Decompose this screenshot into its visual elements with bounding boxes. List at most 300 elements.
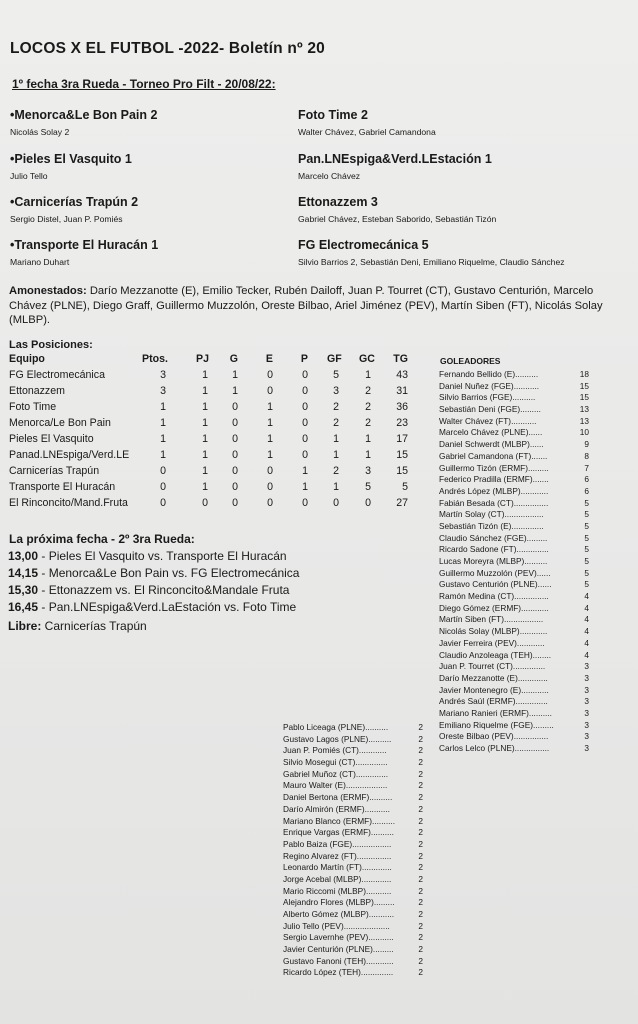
scorer-goals: 2 (418, 722, 423, 732)
scorer-goals: 5 (584, 567, 589, 578)
scorer-row (439, 743, 589, 755)
scorer-row (439, 451, 589, 463)
bye-label: Libre: (8, 619, 42, 633)
standings-cell: 3 (160, 385, 166, 397)
scorer-goals: 2 (418, 897, 423, 908)
scorer-row (439, 661, 589, 673)
scorer-row (283, 886, 423, 898)
standings-cell: 1 (267, 401, 273, 413)
fixture-time: 16,45 (8, 600, 39, 614)
scorer-goals: 13 (579, 404, 589, 415)
scorer-name: Sebastián Deni (FGE)......... (439, 404, 541, 415)
standings-column-header: GC (359, 353, 375, 365)
scorer-name: Daniel Schwerdt (MLBP)...... (439, 439, 544, 450)
next-round-title: La próxima fecha - 2º 3ra Rueda: (9, 532, 195, 546)
scorer-name: Diego Gómez (ERMF)............ (439, 602, 549, 613)
standings-cell: 1 (202, 465, 208, 477)
scorer-row (439, 381, 589, 393)
standings-column-header: Ptos. (142, 353, 168, 365)
fixture-time: 15,30 (8, 583, 39, 597)
standings-cell: 0 (302, 417, 308, 429)
scorer-row (283, 944, 423, 956)
scorer-goals: 4 (584, 591, 589, 602)
result-block (298, 238, 628, 268)
scorer-row (283, 722, 423, 734)
scorer-name: Javier Ferreira (PEV)............ (439, 637, 545, 648)
standings-cell: 0 (302, 497, 308, 509)
standings-column-header: P (300, 353, 308, 365)
scorer-goals: 3 (584, 731, 589, 742)
standings-team: Ettonazzem (9, 385, 65, 397)
scorer-goals: 4 (584, 602, 589, 613)
standings-cell: 1 (202, 449, 208, 461)
standings-cell: 15 (396, 465, 408, 477)
result-scorers: Mariano Duhart (10, 257, 70, 267)
result-team: •Menorca&Le Bon Pain 2 (10, 108, 158, 122)
scorer-name: Daniel Bertona (ERMF).......... (283, 792, 393, 803)
scorer-name: Leonardo Martín (FT)............. (283, 862, 392, 873)
scorer-goals: 2 (418, 745, 423, 756)
scorer-row (283, 874, 423, 886)
result-team: Pan.LNEspiga&Verd.LEstación 1 (298, 152, 492, 166)
standings-cell: 3 (160, 369, 166, 381)
fixture-row (8, 549, 299, 566)
standings-cell: 0 (333, 497, 339, 509)
scorer-name: Enrique Vargas (ERMF).......... (283, 827, 394, 838)
scorer-goals: 2 (418, 873, 423, 884)
yellow-cards-text: Darío Mezzanotte (E), Emilio Tecker, Rubén Dailoff, Juan P. Tourret (CT), Gustavo Centurión, Marcelo Chávez (PLNE), Diego Graff, Guillermo Muzzolón, Oreste Bilbao, Ariel Jiménez (PEV), Martín Siben (FT), Nicolás Solay (MLBP). (9, 285, 603, 326)
fixture-time: 14,15 (8, 566, 39, 580)
scorer-row (283, 909, 423, 921)
scorer-goals: 3 (584, 719, 589, 730)
standings-cell: 1 (202, 417, 208, 429)
standings-column-header: E (265, 353, 273, 365)
scorer-row (439, 696, 589, 708)
standings-team: El Rinconcito/Mand.Fruta (9, 497, 128, 509)
scorer-name: Marcelo Chávez (PLNE)...... (439, 427, 543, 438)
standings-cell: 0 (302, 449, 308, 461)
standings-cell: 43 (396, 369, 408, 381)
scorer-row (283, 956, 423, 968)
next-round-fixtures (8, 549, 299, 617)
standings-cell: 2 (365, 417, 371, 429)
scorer-goals: 5 (584, 544, 589, 555)
scorer-row (439, 439, 589, 451)
scorer-goals: 2 (418, 803, 423, 814)
standings-cell: 1 (160, 449, 166, 461)
scorer-goals: 2 (418, 780, 423, 791)
fixture-match: - Pieles El Vasquito vs. Transporte El Huracán (38, 549, 287, 563)
scorer-row (283, 851, 423, 863)
scorer-row (439, 568, 589, 580)
fixture-row (8, 583, 299, 600)
scorer-row (283, 897, 423, 909)
standings-cell: 1 (202, 385, 208, 397)
result-team: •Transporte El Huracán 1 (10, 238, 159, 252)
yellow-cards-paragraph (9, 284, 629, 328)
scorer-name: Nicolás Solay (MLBP)............ (439, 626, 548, 637)
result-block (298, 108, 628, 138)
scorer-name: Federico Pradilla (ERMF)....... (439, 474, 549, 485)
scorer-name: Silvio Barrios (FGE).......... (439, 392, 536, 403)
standings-cell: 36 (396, 401, 408, 413)
scorer-name: Regino Alvarez (FT)............... (283, 850, 392, 861)
scorer-name: Claudio Anzoleaga (TEH)........ (439, 649, 552, 660)
scorer-name: Martín Siben (FT)................. (439, 614, 544, 625)
scorer-name: Gustavo Fanoni (TEH)............ (283, 955, 394, 966)
scorer-name: Daniel Nuñez (FGE)........... (439, 380, 540, 391)
standings-team: Menorca/Le Bon Pain (9, 417, 111, 429)
standings-cell: 0 (267, 481, 273, 493)
standings-cell: 15 (396, 449, 408, 461)
scorer-goals: 3 (584, 696, 589, 707)
standings-column-header: Equipo (9, 353, 45, 365)
standings-cell: 5 (402, 481, 408, 493)
scorer-name: Andrés Saúl (ERMF).............. (439, 696, 548, 707)
standings-cell: 0 (267, 385, 273, 397)
scorer-row (439, 463, 589, 475)
scorer-row (439, 369, 589, 381)
standings-cell: 0 (232, 417, 238, 429)
scorer-goals: 13 (579, 415, 589, 426)
result-block (10, 195, 340, 225)
scorers-list-continued (283, 722, 423, 979)
scorer-name: Mario Riccomi (MLBP)........... (283, 885, 392, 896)
result-block (10, 238, 340, 268)
scorer-goals: 15 (579, 380, 589, 391)
scorer-goals: 18 (579, 369, 589, 379)
scorer-row (283, 804, 423, 816)
result-scorers: Silvio Barrios 2, Sebastián Deni, Emiliano Riquelme, Claudio Sánchez (298, 257, 565, 267)
standings-cell: 1 (333, 481, 339, 493)
standings-cell: 1 (302, 481, 308, 493)
standings-cell: 1 (365, 433, 371, 445)
scorer-goals: 2 (418, 862, 423, 873)
standings-cell: 2 (365, 401, 371, 413)
standings-cell: 0 (232, 433, 238, 445)
scorer-goals: 5 (584, 520, 589, 531)
scorer-row (439, 638, 589, 650)
scorer-row (283, 769, 423, 781)
standings-cell: 0 (267, 497, 273, 509)
scorer-name: Fernando Bellido (E).......... (439, 369, 539, 379)
standings-cell: 1 (365, 369, 371, 381)
scorer-goals: 2 (418, 967, 423, 978)
scorer-name: Fabián Besada (CT)............... (439, 497, 549, 508)
scorer-row (283, 780, 423, 792)
standings-cell: 5 (333, 369, 339, 381)
standings-team: Pieles El Vasquito (9, 433, 94, 445)
scorer-row (283, 816, 423, 828)
scorer-goals: 4 (584, 614, 589, 625)
scorer-name: Darío Mezzanotte (E)............. (439, 672, 548, 683)
standings-cell: 17 (396, 433, 408, 445)
standings-cell: 1 (232, 385, 238, 397)
scorer-row (283, 757, 423, 769)
scorer-goals: 5 (584, 497, 589, 508)
scorer-goals: 15 (579, 392, 589, 403)
scorer-row (439, 731, 589, 743)
standings-cell: 0 (160, 481, 166, 493)
scorer-row (439, 673, 589, 685)
result-scorers: Nicolás Solay 2 (10, 127, 70, 137)
standings-cell: 0 (302, 433, 308, 445)
standings-cell: 3 (365, 465, 371, 477)
scorer-row (283, 862, 423, 874)
standings-cell: 1 (160, 401, 166, 413)
standings-cell: 23 (396, 417, 408, 429)
scorer-name: Lucas Moreyra (MLBP).......... (439, 556, 548, 566)
scorer-name: Alberto Gómez (MLBP)........... (283, 909, 395, 919)
standings-title: Las Posiciones: (9, 339, 93, 351)
standings-cell: 2 (333, 401, 339, 413)
scorer-name: Gabriel Muñoz (CT).............. (283, 768, 389, 779)
result-team: •Pieles El Vasquito 1 (10, 152, 132, 166)
standings-cell: 2 (333, 417, 339, 429)
standings-cell: 31 (396, 385, 408, 397)
scorer-goals: 3 (584, 672, 589, 683)
scorer-goals: 2 (418, 792, 423, 803)
scorer-name: Jorge Acebal (MLBP)............. (283, 873, 392, 884)
scorer-name: Javier Centurión (PLNE)......... (283, 944, 394, 955)
scorer-goals: 4 (584, 637, 589, 648)
scorer-row (283, 839, 423, 851)
scorer-name: Mauro Walter (E).................. (283, 780, 388, 791)
scorer-name: Julio Tello (PEV).................... (283, 920, 390, 931)
fixture-match: - Menorca&Le Bon Pain vs. FG Electromecánica (38, 566, 300, 580)
standings-cell: 0 (302, 401, 308, 413)
scorer-row (439, 486, 589, 498)
scorer-name: Carlos Lelco (PLNE)............... (439, 743, 550, 753)
scorer-goals: 2 (418, 909, 423, 919)
scorer-row (439, 404, 589, 416)
scorer-name: Juan P. Tourret (CT).............. (439, 661, 546, 672)
scorer-goals: 2 (418, 733, 423, 744)
scorers-list (439, 369, 589, 755)
bulletin-title: LOCOS X EL FUTBOL -2022- Boletín nº 20 (10, 40, 325, 57)
standings-cell: 0 (302, 385, 308, 397)
scorer-row (439, 708, 589, 720)
result-block (10, 108, 340, 138)
standings-team: FG Electromecánica (9, 369, 105, 381)
scorer-name: Gustavo Centurión (PLNE)...... (439, 579, 552, 590)
scorer-row (439, 521, 589, 533)
scorer-row (283, 827, 423, 839)
standings-cell: 0 (302, 369, 308, 381)
scorer-name: Javier Montenegro (E)............ (439, 684, 549, 695)
standings-team: Carnicerías Trapún (9, 465, 100, 477)
scorer-row (439, 392, 589, 404)
standings-cell: 0 (267, 465, 273, 477)
scorer-name: Oreste Bilbao (PEV)............... (439, 731, 549, 742)
scorer-row (283, 745, 423, 757)
scorer-name: Ramón Medina (CT)............... (439, 591, 549, 602)
result-block (298, 152, 628, 182)
scorer-name: Sebastián Tizón (E).............. (439, 520, 544, 531)
standings-column-header: GF (327, 353, 342, 365)
standings-cell: 0 (232, 497, 238, 509)
scorer-row (283, 734, 423, 746)
standings-cell: 1 (202, 433, 208, 445)
standings-team: Foto Time (9, 401, 57, 413)
result-scorers: Marcelo Chávez (298, 171, 361, 181)
scorer-goals: 2 (418, 757, 423, 768)
standings-cell: 1 (202, 369, 208, 381)
scorer-row (439, 685, 589, 697)
scorer-name: Martín Solay (CT)................. (439, 509, 544, 520)
result-scorers: Walter Chávez, Gabriel Camandona (298, 127, 436, 137)
standings-cell: 1 (267, 449, 273, 461)
standings-team: Panad.LNEspiga/Verd.LE (9, 449, 130, 461)
scorer-row (439, 427, 589, 439)
standings-cell: 1 (365, 449, 371, 461)
scorer-goals: 6 (584, 474, 589, 485)
standings-cell: 0 (365, 497, 371, 509)
scorer-row (439, 498, 589, 510)
scorer-row (439, 603, 589, 615)
result-team: •Carnicerías Trapún 2 (10, 195, 139, 209)
standings-cell: 2 (333, 465, 339, 477)
result-scorers: Julio Tello (10, 171, 48, 181)
standings-cell: 0 (232, 449, 238, 461)
scorer-goals: 2 (418, 850, 423, 861)
round-subtitle: 1º fecha 3ra Rueda - Torneo Pro Filt - 20/08/22: (12, 77, 276, 91)
standings-column-header: TG (393, 353, 408, 365)
scorer-name: Claudio Sánchez (FGE)......... (439, 532, 548, 543)
scorer-goals: 7 (584, 462, 589, 473)
standings-cell: 1 (202, 481, 208, 493)
standings-column-header: PJ (196, 353, 209, 365)
scorer-name: Emiliano Riquelme (FGE)......... (439, 719, 554, 730)
scorer-name: Alejandro Flores (MLBP)......... (283, 897, 395, 908)
scorer-name: Mariano Ranieri (ERMF).......... (439, 707, 552, 718)
scorer-row (439, 556, 589, 568)
standings-cell: 1 (333, 433, 339, 445)
scorer-goals: 5 (584, 532, 589, 543)
bye-team-line (8, 619, 147, 633)
scorer-row (439, 579, 589, 591)
scorer-row (283, 932, 423, 944)
standings-cell: 1 (267, 417, 273, 429)
fixture-row (8, 566, 299, 583)
scorer-name: Pablo Baiza (FGE)................. (283, 838, 392, 849)
result-scorers: Gabriel Chávez, Esteban Saborido, Sebastián Tizón (298, 214, 497, 224)
standings-cell: 27 (396, 497, 408, 509)
scorer-goals: 5 (584, 509, 589, 520)
standings-cell: 5 (365, 481, 371, 493)
scorer-goals: 2 (418, 920, 423, 931)
scorer-name: Silvio Mosegui (CT).............. (283, 757, 388, 768)
scorer-name: Ricardo Sadone (FT).............. (439, 544, 549, 555)
scorer-name: Ricardo López (TEH).............. (283, 967, 394, 978)
scorer-goals: 2 (418, 838, 423, 849)
result-scorers: Sergio Distel, Juan P. Pomiés (10, 214, 123, 224)
scorer-goals: 5 (584, 556, 589, 566)
standings-cell: 1 (160, 417, 166, 429)
scorer-goals: 2 (418, 944, 423, 955)
scorer-goals: 2 (418, 815, 423, 826)
scorer-goals: 4 (584, 626, 589, 637)
scorer-name: Guillermo Muzzolón (PEV)...... (439, 567, 551, 578)
scorer-name: Guillermo Tizón (ERMF)......... (439, 462, 549, 473)
standings-cell: 0 (232, 465, 238, 477)
scorer-goals: 4 (584, 649, 589, 660)
scorer-goals: 9 (584, 439, 589, 450)
scorer-row (439, 591, 589, 603)
scorer-goals: 3 (584, 743, 589, 753)
bye-team: Carnicerías Trapún (41, 619, 147, 633)
scorer-goals: 3 (584, 661, 589, 672)
scorers-title: GOLEADORES (440, 356, 501, 366)
yellow-cards-label: Amonestados: (9, 285, 87, 297)
fixture-match: - Pan.LNEspiga&Verd.LaEstación vs. Foto Time (38, 600, 297, 614)
result-block (298, 195, 628, 225)
scorer-name: Pablo Liceaga (PLNE).......... (283, 722, 389, 732)
scorer-row (439, 614, 589, 626)
scorer-row (283, 967, 423, 979)
scorer-goals: 8 (584, 450, 589, 461)
scorer-name: Gabriel Camandona (FT)....... (439, 450, 548, 461)
scorer-name: Mariano Blanco (ERMF).......... (283, 815, 396, 826)
scorer-name: Andrés López (MLBP)............ (439, 485, 549, 496)
scorer-name: Juan P. Pomiés (CT)............ (283, 745, 387, 756)
standings-cell: 2 (365, 385, 371, 397)
standings-cell: 1 (267, 433, 273, 445)
scorer-name: Sergio Lavernhe (PEV)........... (283, 932, 394, 943)
scorer-goals: 6 (584, 485, 589, 496)
scorer-goals: 10 (579, 427, 589, 438)
scorer-row (439, 650, 589, 662)
fixture-row (8, 600, 299, 617)
scorer-goals: 3 (584, 684, 589, 695)
standings-cell: 0 (160, 497, 166, 509)
standings-cell: 0 (232, 401, 238, 413)
standings-cell: 0 (232, 481, 238, 493)
standings-cell: 1 (160, 433, 166, 445)
scorer-goals: 2 (418, 768, 423, 779)
scorer-row (439, 474, 589, 486)
scorer-row (283, 792, 423, 804)
standings-column-header: G (229, 353, 238, 365)
scorer-row (283, 921, 423, 933)
standings-cell: 1 (302, 465, 308, 477)
standings-team: Transporte El Huracán (9, 481, 116, 493)
scorer-row (439, 416, 589, 428)
scorer-row (439, 626, 589, 638)
result-team: Ettonazzem 3 (298, 195, 378, 209)
scorer-row (439, 544, 589, 556)
standings-cell: 1 (232, 369, 238, 381)
standings-cell: 0 (202, 497, 208, 509)
scorer-name: Gustavo Lagos (PLNE).......... (283, 733, 392, 744)
scorer-name: Darío Almirón (ERMF)........... (283, 803, 390, 814)
fixture-time: 13,00 (8, 549, 39, 563)
scorer-goals: 5 (584, 579, 589, 590)
result-team: FG Electromecánica 5 (298, 238, 429, 252)
scorer-goals: 2 (418, 827, 423, 838)
scorer-row (439, 533, 589, 545)
result-block (10, 152, 340, 182)
standings-cell: 1 (202, 401, 208, 413)
fixture-match: - Ettonazzem vs. El Rinconcito&Mandale Fruta (38, 583, 290, 597)
scorer-goals: 3 (584, 707, 589, 718)
scorer-row (439, 720, 589, 732)
standings-cell: 3 (333, 385, 339, 397)
standings-cell: 0 (160, 465, 166, 477)
scorer-goals: 2 (418, 932, 423, 943)
standings-cell: 0 (267, 369, 273, 381)
result-team: Foto Time 2 (298, 108, 368, 122)
